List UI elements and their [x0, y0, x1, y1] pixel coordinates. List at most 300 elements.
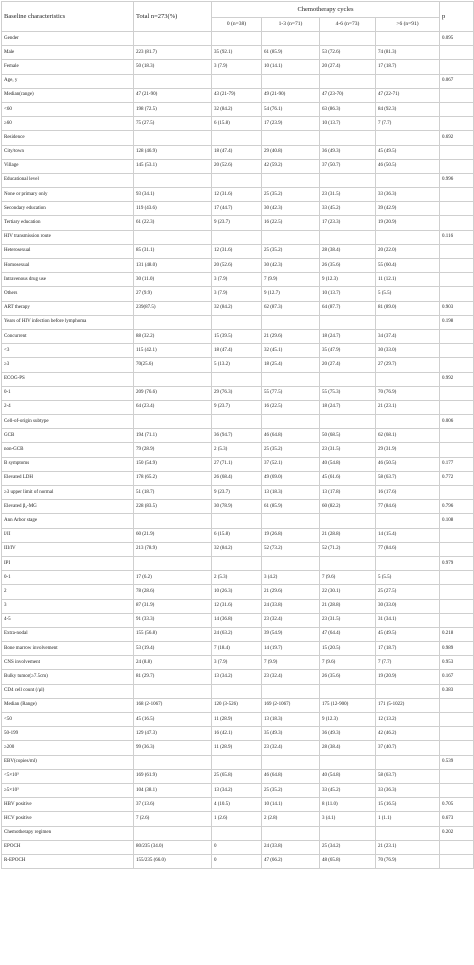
table-row — [2, 471, 474, 485]
cell-cycles: 16 (42.1) — [212, 727, 262, 741]
cell-total: 194 (71.1) — [134, 429, 212, 443]
cell-cycles — [320, 32, 376, 46]
cell-p-value — [440, 386, 474, 400]
cell-p-value — [440, 698, 474, 712]
table-row — [2, 798, 474, 812]
cell-cycles — [212, 415, 262, 429]
cell-cycles: 30 (78.9) — [212, 500, 262, 514]
table-row — [2, 400, 474, 414]
cell-p-value — [440, 585, 474, 599]
cell-p-value — [440, 769, 474, 783]
cell-total: 37 (13.6) — [134, 798, 212, 812]
cell-cycles: 23 (32.4) — [262, 613, 320, 627]
cell-total: 145 (53.1) — [134, 159, 212, 173]
row-label: ≥200 — [2, 741, 134, 755]
cell-cycles: 49 (69.0) — [262, 471, 320, 485]
row-label: Age, y — [2, 74, 134, 88]
cell-total: 47 (21-90) — [134, 88, 212, 102]
row-label: CD4 cell count (/μl) — [2, 684, 134, 698]
cell-cycles: 40 (54.8) — [320, 457, 376, 471]
cell-p-value: 0.218 — [440, 627, 474, 641]
cell-cycles — [262, 415, 320, 429]
cell-cycles: 21 (29.6) — [262, 585, 320, 599]
table-header — [2, 2, 474, 32]
cell-cycles: 45 (61.6) — [320, 471, 376, 485]
cell-cycles — [376, 230, 440, 244]
cell-cycles: 5 (13.2) — [212, 358, 262, 372]
section-row — [2, 684, 474, 698]
cell-cycles: 42 (46.2) — [376, 727, 440, 741]
cell-cycles: 17 (18.7) — [376, 60, 440, 74]
cell-cycles: 13 (18.3) — [262, 713, 320, 727]
cell-total — [134, 372, 212, 386]
cell-cycles — [212, 32, 262, 46]
cell-cycles — [262, 32, 320, 46]
cell-cycles: 36 (49.3) — [320, 145, 376, 159]
section-row — [2, 74, 474, 88]
cell-cycles: 25 (34.2) — [320, 840, 376, 854]
row-label: III/IV — [2, 542, 134, 556]
cell-cycles: 35 (92.1) — [212, 46, 262, 60]
row-label: R-EPOCH — [2, 854, 134, 868]
cell-total: 45 (16.5) — [134, 713, 212, 727]
cell-cycles: 55 (77.5) — [262, 386, 320, 400]
cell-total: 75 (27.5) — [134, 117, 212, 131]
cell-total — [134, 556, 212, 570]
cell-cycles: 37 (52.1) — [262, 457, 320, 471]
cell-cycles: 14 (19.7) — [262, 642, 320, 656]
cell-cycles: 12 (31.6) — [212, 599, 262, 613]
table-row — [2, 670, 474, 684]
cell-cycles: 40 (54.8) — [320, 769, 376, 783]
cell-cycles — [212, 74, 262, 88]
cell-total: 129 (47.3) — [134, 727, 212, 741]
cell-p-value — [440, 259, 474, 273]
cell-total: 78 (28.6) — [134, 585, 212, 599]
row-label: <60 — [2, 102, 134, 116]
cell-p-value — [440, 542, 474, 556]
cell-cycles: 58 (63.7) — [376, 471, 440, 485]
cell-total: 27 (9.9) — [134, 287, 212, 301]
cell-p-value: 0.772 — [440, 471, 474, 485]
cell-cycles — [212, 173, 262, 187]
cell-p-value — [440, 741, 474, 755]
cell-p-value — [440, 400, 474, 414]
section-row — [2, 826, 474, 840]
table-row — [2, 854, 474, 868]
cell-total: 70(25.6) — [134, 358, 212, 372]
cell-cycles: 24 (33.8) — [262, 599, 320, 613]
cell-cycles — [262, 372, 320, 386]
cell-total — [134, 131, 212, 145]
cell-p-value — [440, 202, 474, 216]
cell-cycles: 18 (24.7) — [320, 329, 376, 343]
cell-cycles: 14 (36.8) — [212, 613, 262, 627]
row-label: CNS involvement — [2, 656, 134, 670]
table-row — [2, 528, 474, 542]
table-row — [2, 783, 474, 797]
row-label: ≥3 — [2, 358, 134, 372]
row-label: 2-4 — [2, 400, 134, 414]
cell-cycles: 9 (23.7) — [212, 400, 262, 414]
table-row — [2, 117, 474, 131]
cell-p-value — [440, 244, 474, 258]
table-row — [2, 60, 474, 74]
cell-cycles: 10 (14.1) — [262, 60, 320, 74]
cell-cycles: 6 (15.8) — [212, 117, 262, 131]
cell-cycles: 55 (60.4) — [376, 259, 440, 273]
row-label: Female — [2, 60, 134, 74]
cell-p-value: 0.692 — [440, 131, 474, 145]
cell-cycles: 20 (22.0) — [376, 244, 440, 258]
row-label: Educational level — [2, 173, 134, 187]
cell-cycles: 47 (66.2) — [262, 854, 320, 868]
cell-cycles: 33 (45.2) — [320, 783, 376, 797]
cell-cycles: 18 (47.4) — [212, 344, 262, 358]
cell-cycles: 77 (84.6) — [376, 500, 440, 514]
cell-cycles: 42 (59.2) — [262, 159, 320, 173]
section-row — [2, 230, 474, 244]
cell-p-value — [440, 727, 474, 741]
cell-cycles — [212, 755, 262, 769]
row-label: Tertiary education — [2, 216, 134, 230]
cell-cycles — [320, 131, 376, 145]
cell-p-value — [440, 599, 474, 613]
cell-cycles: 10 (13.7) — [320, 117, 376, 131]
cell-cycles: 9 (12.3) — [320, 713, 376, 727]
cell-cycles: 49 (21-90) — [262, 88, 320, 102]
cell-cycles: 19 (20.9) — [376, 216, 440, 230]
cell-cycles: 11 (28.9) — [212, 741, 262, 755]
cell-cycles — [376, 173, 440, 187]
table-row — [2, 486, 474, 500]
cell-total: 24 (8.8) — [134, 656, 212, 670]
cell-cycles: 39 (42.9) — [376, 202, 440, 216]
cell-cycles: 21 (29.6) — [262, 329, 320, 343]
cell-cycles: 2 (5.3) — [212, 571, 262, 585]
cell-cycles: 10 (26.3) — [212, 585, 262, 599]
row-label: Bone marrow involvement — [2, 642, 134, 656]
cell-p-value — [440, 840, 474, 854]
cell-cycles: 20 (27.4) — [320, 60, 376, 74]
cell-total — [134, 74, 212, 88]
cell-cycles: 7 (7.7) — [376, 656, 440, 670]
cell-total: 61 (22.3) — [134, 216, 212, 230]
cell-p-value: 0.539 — [440, 755, 474, 769]
cell-cycles: 5 (5.5) — [376, 287, 440, 301]
cell-p-value — [440, 486, 474, 500]
row-label: EBV(copies/ml) — [2, 755, 134, 769]
cell-p-value — [440, 88, 474, 102]
cell-cycles: 53 (72.6) — [320, 46, 376, 60]
row-label: None or primary only — [2, 188, 134, 202]
table-row — [2, 741, 474, 755]
cell-total: 30 (11.0) — [134, 273, 212, 287]
row-label: HIV transmission route — [2, 230, 134, 244]
cell-cycles: 12 (13.2) — [376, 713, 440, 727]
table-row — [2, 769, 474, 783]
cell-p-value — [440, 273, 474, 287]
cell-cycles: 22 (30.1) — [320, 585, 376, 599]
row-label: ≥5×10³ — [2, 783, 134, 797]
cell-cycles: 81 (89.0) — [376, 301, 440, 315]
cell-cycles: 10 (14.1) — [262, 798, 320, 812]
cell-cycles: 15 (39.5) — [212, 329, 262, 343]
row-label: Residence — [2, 131, 134, 145]
cell-cycles: 9 (23.7) — [212, 216, 262, 230]
cell-total: 64 (23.4) — [134, 400, 212, 414]
cell-total — [134, 315, 212, 329]
cell-cycles: 55 (75.3) — [320, 386, 376, 400]
row-label: ≥3 upper limit of normal — [2, 486, 134, 500]
cell-p-value — [440, 216, 474, 230]
cell-cycles: 61 (85.9) — [262, 500, 320, 514]
cell-cycles: 1 (2.6) — [212, 812, 262, 826]
cell-total: 50 (18.3) — [134, 60, 212, 74]
table-row — [2, 429, 474, 443]
cell-cycles: 10 (13.7) — [320, 287, 376, 301]
cell-p-value: 0.167 — [440, 670, 474, 684]
cell-cycles: 29 (40.8) — [262, 145, 320, 159]
cell-cycles: 11 (12.1) — [376, 273, 440, 287]
row-label: 2 — [2, 585, 134, 599]
cell-cycles — [212, 372, 262, 386]
cell-cycles: 23 (32.4) — [262, 741, 320, 755]
header-baseline-characteristics: Baseline characteristics — [2, 2, 134, 32]
row-label: Chemotherapy regimen — [2, 826, 134, 840]
cell-cycles: 45 (49.5) — [376, 627, 440, 641]
cell-p-value: 0.953 — [440, 656, 474, 670]
cell-cycles — [376, 415, 440, 429]
cell-cycles: 64 (87.7) — [320, 301, 376, 315]
cell-cycles: 30 (33.0) — [376, 344, 440, 358]
cell-p-value — [440, 188, 474, 202]
table-row — [2, 301, 474, 315]
cell-total: 131 (48.0) — [134, 259, 212, 273]
cell-total — [134, 826, 212, 840]
cell-p-value — [440, 783, 474, 797]
cell-total: 213 (78.9) — [134, 542, 212, 556]
cell-cycles: 62 (68.1) — [376, 429, 440, 443]
cell-cycles: 13 (34.2) — [212, 670, 262, 684]
cell-cycles: 28 (38.4) — [320, 244, 376, 258]
row-label: Median(range) — [2, 88, 134, 102]
cell-cycles — [376, 131, 440, 145]
cell-cycles: 16 (22.5) — [262, 216, 320, 230]
row-label: 4-5 — [2, 613, 134, 627]
cell-cycles: 84 (92.3) — [376, 102, 440, 116]
cell-cycles: 6 (15.8) — [212, 528, 262, 542]
row-label: Others — [2, 287, 134, 301]
cell-cycles — [376, 372, 440, 386]
section-row — [2, 32, 474, 46]
cell-cycles — [320, 826, 376, 840]
row-label: HBV positive — [2, 798, 134, 812]
cell-cycles — [320, 556, 376, 570]
row-label: Concurrent — [2, 329, 134, 343]
cell-total: 81 (29.7) — [134, 670, 212, 684]
cell-cycles — [262, 74, 320, 88]
cell-cycles: 43 (21-79) — [212, 88, 262, 102]
row-label: B symptoms — [2, 457, 134, 471]
cell-total: 150 (54.9) — [134, 457, 212, 471]
row-label: Elevated β₂-MG — [2, 500, 134, 514]
cell-cycles: 3 (7.9) — [212, 656, 262, 670]
cell-total: 155/235 (66.0) — [134, 854, 212, 868]
cell-total: 93 (34.1) — [134, 188, 212, 202]
cell-total — [134, 415, 212, 429]
cell-cycles — [262, 755, 320, 769]
cell-cycles — [212, 556, 262, 570]
row-label: Bulky tumor(≥7.5cm) — [2, 670, 134, 684]
cell-cycles: 7 (9.6) — [320, 571, 376, 585]
cell-cycles: 33 (45.2) — [320, 202, 376, 216]
cell-total: 223 (81.7) — [134, 46, 212, 60]
cell-cycles: 9 (12.7) — [262, 287, 320, 301]
cell-cycles — [320, 315, 376, 329]
cell-cycles: 26 (35.6) — [320, 259, 376, 273]
cell-cycles — [320, 415, 376, 429]
header-cycles-1-3: 1-3 (n=71) — [262, 18, 320, 32]
cell-total: 53 (19.4) — [134, 642, 212, 656]
cell-total: 178 (65.2) — [134, 471, 212, 485]
cell-cycles: 15 (16.5) — [376, 798, 440, 812]
row-label: Gender — [2, 32, 134, 46]
header-row-1 — [2, 2, 474, 18]
row-label: IPI — [2, 556, 134, 570]
cell-cycles: 36 (49.3) — [320, 727, 376, 741]
cell-total: 115 (42.1) — [134, 344, 212, 358]
cell-cycles: 47 (64.4) — [320, 627, 376, 641]
cell-cycles: 15 (20.5) — [320, 642, 376, 656]
cell-p-value — [440, 571, 474, 585]
row-label: Ann Arbor stage — [2, 514, 134, 528]
cell-cycles: 3 (7.9) — [212, 60, 262, 74]
section-row — [2, 556, 474, 570]
cell-total — [134, 173, 212, 187]
cell-cycles: 7 (9.9) — [262, 656, 320, 670]
cell-total — [134, 514, 212, 528]
cell-cycles: 70 (76.9) — [376, 854, 440, 868]
row-label: GCB — [2, 429, 134, 443]
cell-cycles: 3 (7.9) — [212, 273, 262, 287]
cell-cycles — [320, 372, 376, 386]
cell-cycles: 26 (68.4) — [212, 471, 262, 485]
row-label: Cell-of-origin subtype — [2, 415, 134, 429]
cell-cycles: 9 (23.7) — [212, 486, 262, 500]
cell-cycles: 16 (17.6) — [376, 486, 440, 500]
cell-total: 239(87.5) — [134, 301, 212, 315]
cell-cycles: 60 (82.2) — [320, 500, 376, 514]
table-row — [2, 542, 474, 556]
cell-cycles: 3 (4.2) — [262, 571, 320, 585]
cell-cycles: 2 (2.8) — [262, 812, 320, 826]
cell-cycles: 47 (22-71) — [376, 88, 440, 102]
row-label: 0-1 — [2, 571, 134, 585]
row-label: ART therapy — [2, 301, 134, 315]
header-cycles-0: 0 (n=38) — [212, 18, 262, 32]
section-row — [2, 131, 474, 145]
cell-cycles — [212, 826, 262, 840]
table-row — [2, 159, 474, 173]
cell-total: 104 (38.1) — [134, 783, 212, 797]
cell-cycles: 35 (47.9) — [320, 344, 376, 358]
cell-total — [134, 755, 212, 769]
table-row — [2, 599, 474, 613]
cell-cycles: 77 (84.6) — [376, 542, 440, 556]
cell-cycles: 27 (71.1) — [212, 457, 262, 471]
cell-cycles — [376, 32, 440, 46]
cell-cycles: 30 (33.0) — [376, 599, 440, 613]
row-label: 0-1 — [2, 386, 134, 400]
cell-cycles: 20 (52.6) — [212, 259, 262, 273]
table-row — [2, 202, 474, 216]
cell-p-value: 0.116 — [440, 230, 474, 244]
row-label: ECOG-PS — [2, 372, 134, 386]
cell-cycles: 32 (84.2) — [212, 301, 262, 315]
cell-cycles: 45 (49.5) — [376, 145, 440, 159]
cell-cycles — [262, 131, 320, 145]
cell-cycles — [212, 230, 262, 244]
table-row — [2, 443, 474, 457]
cell-cycles: 18 (47.4) — [212, 145, 262, 159]
cell-cycles: 23 (32.4) — [262, 670, 320, 684]
cell-total: 79 (28.9) — [134, 443, 212, 457]
table-row — [2, 46, 474, 60]
table-row — [2, 642, 474, 656]
cell-cycles: 31 (34.1) — [376, 613, 440, 627]
cell-cycles: 20 (52.6) — [212, 159, 262, 173]
cell-total: 17 (6.2) — [134, 571, 212, 585]
row-label: I/II — [2, 528, 134, 542]
table-row — [2, 571, 474, 585]
cell-p-value — [440, 102, 474, 116]
table-row — [2, 656, 474, 670]
cell-cycles: 17 (23.3) — [320, 216, 376, 230]
cell-cycles: 26 (35.6) — [320, 670, 376, 684]
cell-cycles: 3 (7.9) — [212, 287, 262, 301]
cell-p-value: 0.067 — [440, 74, 474, 88]
cell-cycles: 33 (36.3) — [376, 188, 440, 202]
cell-cycles: 62 (87.3) — [262, 301, 320, 315]
cell-cycles: 27 (29.7) — [376, 358, 440, 372]
cell-cycles: 30 (42.3) — [262, 259, 320, 273]
cell-cycles: 29 (76.3) — [212, 386, 262, 400]
cell-cycles — [212, 131, 262, 145]
cell-cycles: 4 (10.5) — [212, 798, 262, 812]
cell-cycles: 39 (54.9) — [262, 627, 320, 641]
section-row — [2, 372, 474, 386]
cell-cycles: 169 (2-1067) — [262, 698, 320, 712]
cell-cycles — [262, 684, 320, 698]
cell-total: 99 (36.3) — [134, 741, 212, 755]
row-label: Homosexual — [2, 259, 134, 273]
cell-cycles — [320, 514, 376, 528]
cell-total: 51 (18.7) — [134, 486, 212, 500]
table-row — [2, 244, 474, 258]
table-body — [2, 32, 474, 869]
cell-cycles: 19 (20.9) — [376, 670, 440, 684]
cell-cycles: 23 (31.5) — [320, 443, 376, 457]
cell-cycles — [376, 684, 440, 698]
cell-cycles: 0 — [212, 840, 262, 854]
cell-cycles: 7 (9.9) — [262, 273, 320, 287]
cell-p-value: 0.705 — [440, 798, 474, 812]
cell-total: 7 (2.6) — [134, 812, 212, 826]
cell-cycles: 12 (31.6) — [212, 244, 262, 258]
cell-cycles — [376, 74, 440, 88]
row-label: Male — [2, 46, 134, 60]
